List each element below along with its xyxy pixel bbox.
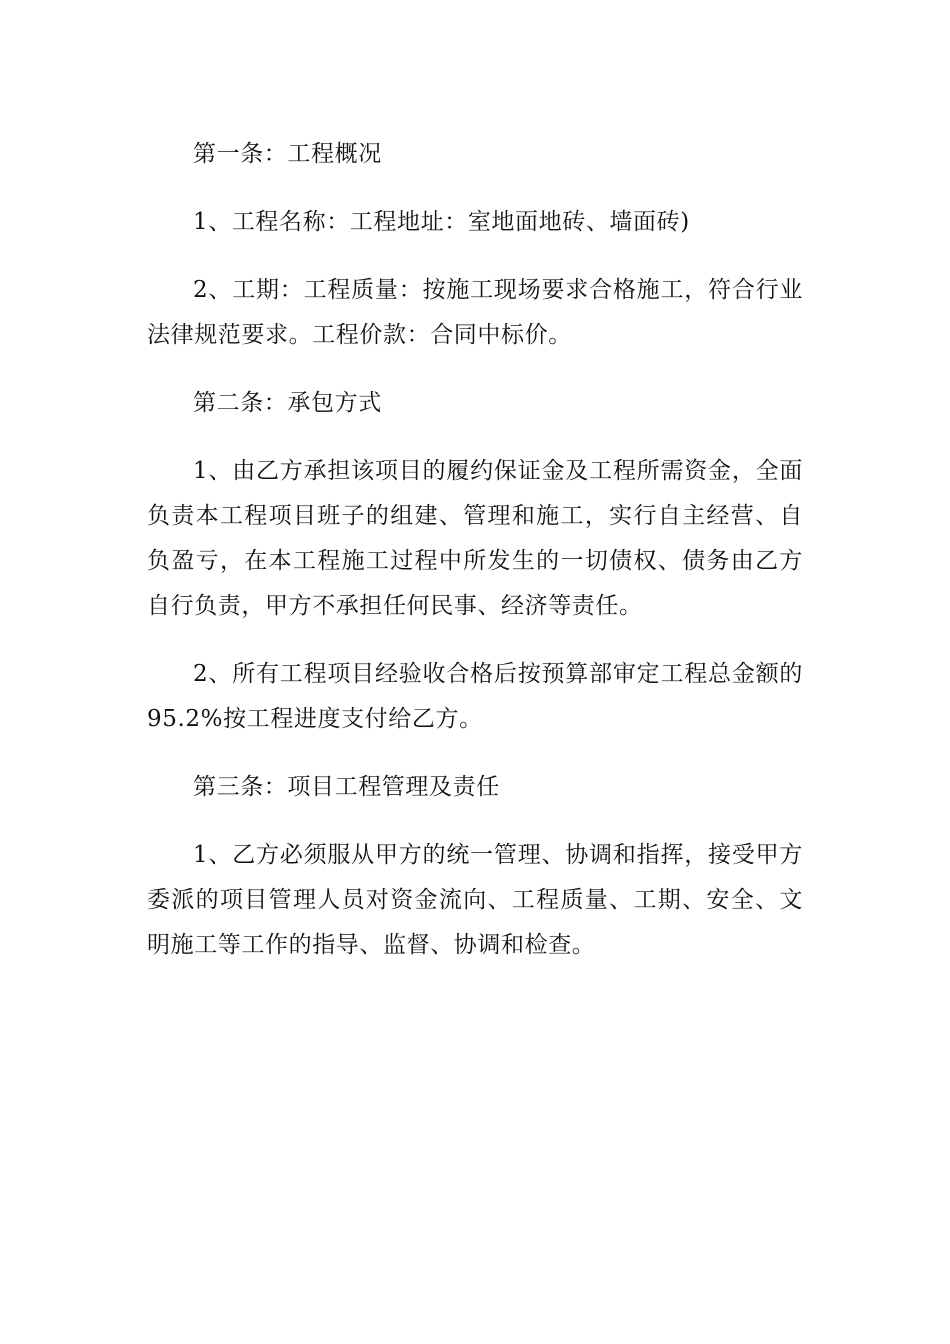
clause-3-1: 1、乙方必须服从甲方的统一管理、协调和指挥，接受甲方委派的项目管理人员对资金流向、工程质量、工期、安全、文明施工等工作的指导、监督、协调和检查。	[147, 842, 803, 958]
article-3-heading: 第三条：项目工程管理及责任	[193, 774, 500, 800]
article-1-heading: 第一条：工程概况	[193, 141, 382, 167]
clause-1-2: 2、工期：工程质量：按施工现场要求合格施工，符合行业法律规范要求。工程价款：合同中标价。	[147, 277, 803, 348]
clause-2-2: 2、所有工程项目经验收合格后按预算部审定工程总金额的95.2%按工程进度支付给乙方。	[147, 661, 803, 732]
article-2-heading: 第二条：承包方式	[193, 390, 382, 416]
clause-1-1: 1、工程名称：工程地址：室地面地砖、墙面砖)	[193, 209, 690, 235]
document-body	[147, 132, 803, 991]
clause-2-1: 1、由乙方承担该项目的履约保证金及工程所需资金，全面负责本工程项目班子的组建、管理和施工，实行自主经营、自负盈亏，在本工程施工过程中所发生的一切债权、债务由乙方自行负责，甲方不承担任何民事、经济等责任。	[147, 458, 803, 619]
